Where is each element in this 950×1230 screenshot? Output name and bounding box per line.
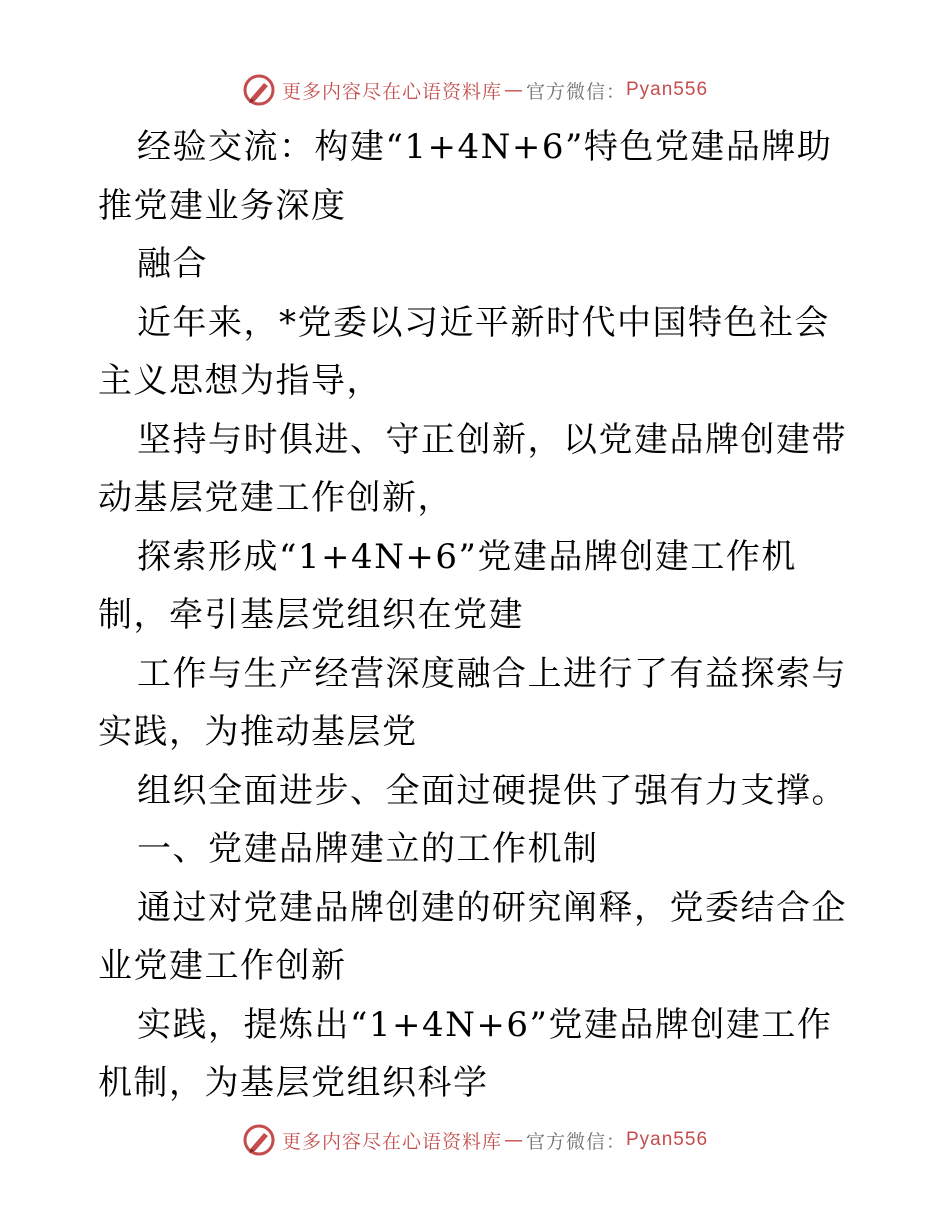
pen-logo-icon [242, 1123, 276, 1157]
paragraph: 近年来，*党委以习近平新时代中国特色社会主义思想为指导， [98, 302, 830, 401]
pen-logo-icon [242, 73, 276, 107]
watermark-main-text: 更多内容尽在心语资料库 [281, 80, 502, 103]
watermark-wechat-label: 官方微信： [525, 80, 626, 103]
paragraph: 工作与生产经营深度融合上进行了有益探索与实践，为推动基层党 [98, 653, 847, 752]
paragraph: 坚持与时俱进、守正创新，以党建品牌创建带动基层党建工作创新， [98, 419, 847, 518]
paragraph: 组织全面进步、全面过硬提供了强有力支撑。 [137, 770, 847, 811]
watermark-wechat-id: Pyan556 [626, 1129, 709, 1150]
watermark-main-text: 更多内容尽在心语资料库 [281, 1130, 502, 1153]
paragraph: 实践，提炼出“1+4N+6”党建品牌创建工作机制，为基层党组织科学 [98, 1004, 833, 1103]
footer-watermark [0, 1120, 950, 1160]
document-body [98, 118, 858, 1113]
paragraph-title-cont: 融合 [137, 244, 208, 284]
watermark-dash: — [503, 79, 524, 101]
watermark-dash: — [503, 1129, 524, 1151]
paragraph: 通过对党建品牌创建的研究阐释，党委结合企业党建工作创新 [98, 887, 847, 986]
section-heading: 一、党建品牌建立的工作机制 [137, 829, 599, 869]
watermark-wechat-label: 官方微信： [525, 1130, 626, 1153]
paragraph: 探索形成“1+4N+6”党建品牌创建工作机制，牵引基层党组织在党建 [98, 536, 797, 635]
watermark-wechat-id: Pyan556 [626, 79, 709, 100]
paragraph-title: 经验交流：构建“1+4N+6”特色党建品牌助推党建业务深度 [98, 127, 833, 226]
header-watermark [0, 70, 950, 110]
